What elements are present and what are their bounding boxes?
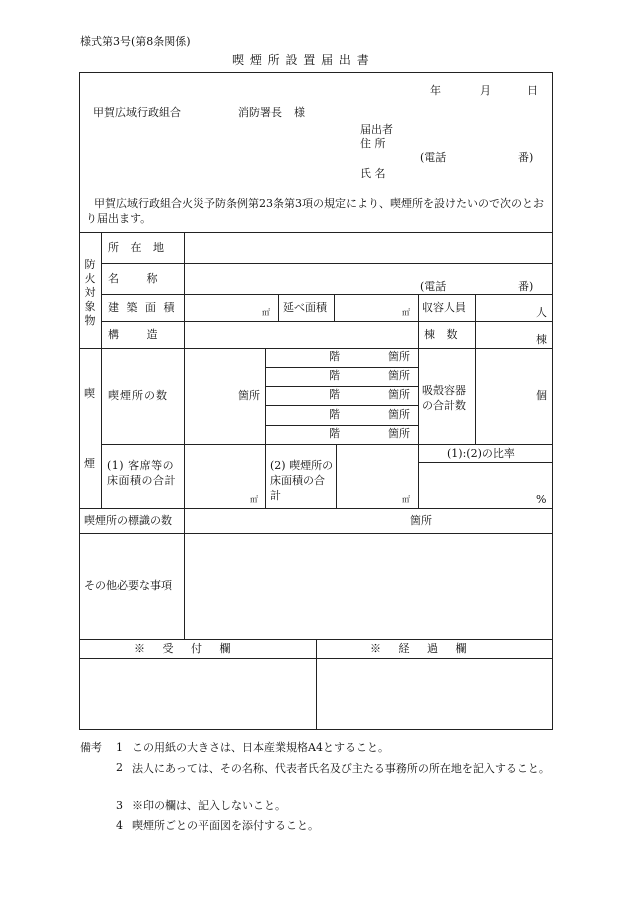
building-area-unit: ㎡	[262, 308, 270, 317]
building-count-unit: 棟	[536, 333, 547, 346]
structure-label: 構 造	[108, 328, 170, 341]
ratio-label: (1):(2)の比率	[447, 447, 515, 460]
floor-row-4-floor: 階	[329, 408, 340, 421]
target-phone-close: 番)	[518, 280, 534, 293]
date-year: 年	[430, 84, 441, 97]
smoking-count-unit: 箇所	[238, 389, 260, 402]
rule	[101, 263, 553, 264]
rule	[265, 348, 266, 508]
total-floor-label: 延べ面積	[283, 301, 327, 314]
date-month: 月	[480, 84, 491, 97]
note-2-num: 2	[116, 761, 123, 774]
rule	[418, 462, 553, 463]
applicant-phone-open: (電話	[420, 151, 447, 164]
sign-count-unit: 箇所	[410, 514, 432, 527]
seat-area-unit: ㎡	[250, 495, 258, 504]
smoking-area-unit: ㎡	[402, 495, 410, 504]
addressee-org: 甲賀広域行政組合	[93, 106, 181, 119]
rule	[475, 348, 476, 444]
addressee-title: 消防署長	[238, 106, 282, 119]
rule	[79, 232, 553, 233]
rule	[101, 444, 553, 445]
note-4-num: 4	[116, 819, 123, 832]
body-text: 甲賀広域行政組合火災予防条例第23条第3項の規定により、喫煙所を設けたいので次のとおり届出ます。	[86, 197, 544, 225]
note-2-text: 法人にあっては、その名称、代表者氏名及び主たる事務所の所在地を記入すること。	[132, 762, 550, 775]
note-1-num: 1	[116, 741, 123, 754]
rule	[265, 405, 418, 406]
rule	[265, 425, 418, 426]
target-group-label: 防火対象物	[84, 258, 96, 327]
floor-row-5-floor: 階	[329, 427, 340, 440]
applicant-label: 届出者	[360, 123, 393, 136]
rule	[184, 348, 185, 508]
rule	[79, 508, 553, 509]
applicant-phone-close: 番)	[518, 151, 534, 164]
smoking-group-label-1: 喫	[84, 387, 95, 400]
rule	[334, 294, 335, 321]
rule	[101, 321, 553, 322]
smoking-group-label-2: 煙	[84, 457, 95, 470]
rule	[316, 639, 317, 730]
form-number: 様式第3号(第8条関係)	[80, 35, 191, 48]
note-3-text: ※印の欄は、記入しないこと。	[132, 799, 286, 812]
rule	[475, 294, 476, 348]
progress-label: ※ 経 過 欄	[370, 642, 467, 655]
rule	[101, 232, 102, 348]
addressee-honorific: 様	[294, 106, 305, 119]
ashtray-label: 吸殻容器の合計数	[422, 384, 466, 412]
ratio-unit: %	[536, 493, 547, 506]
notes-heading: 備考	[80, 741, 102, 754]
floor-row-1-floor: 階	[329, 350, 340, 363]
note-1-text: この用紙の大きさは、日本産業規格A4とすること。	[132, 741, 389, 754]
floor-row-5-places: 箇所	[388, 427, 410, 440]
building-count-label: 棟 数	[424, 328, 462, 341]
rule	[265, 367, 418, 368]
total-floor-unit: ㎡	[402, 308, 410, 317]
seat-area-label: (1) 客席等の床面積の合計	[107, 459, 176, 487]
applicant-address-label: 住 所	[360, 137, 386, 150]
floor-row-4-places: 箇所	[388, 408, 410, 421]
reception-label: ※ 受 付 欄	[134, 642, 231, 655]
rule	[184, 232, 185, 348]
capacity-label: 収容人員	[422, 301, 466, 314]
smoking-count-label: 喫煙所の数	[108, 389, 168, 402]
rule	[79, 533, 553, 534]
rule	[418, 348, 419, 508]
rule	[101, 348, 102, 508]
building-area-label: 建 築 面 積	[108, 301, 177, 314]
rule	[418, 294, 419, 348]
capacity-unit: 人	[536, 306, 547, 319]
rule	[336, 444, 337, 508]
form-title: 喫 煙 所 設 置 届 出 書	[232, 53, 370, 67]
rule	[184, 508, 185, 639]
rule	[278, 294, 279, 321]
smoking-area-label: (2) 喫煙所の床面積の合計	[270, 459, 334, 502]
rule	[79, 348, 553, 349]
rule	[265, 386, 418, 387]
note-3-num: 3	[116, 799, 123, 812]
floor-row-3-floor: 階	[329, 388, 340, 401]
floor-row-3-places: 箇所	[388, 388, 410, 401]
applicant-name-label: 氏 名	[360, 167, 386, 180]
floor-row-1-places: 箇所	[388, 350, 410, 363]
target-phone-open: (電話	[420, 280, 447, 293]
rule	[101, 294, 553, 295]
ashtray-unit: 個	[536, 389, 547, 402]
floor-row-2-places: 箇所	[388, 369, 410, 382]
floor-row-2-floor: 階	[329, 369, 340, 382]
date-day: 日	[527, 84, 538, 97]
location-label: 所 在 地	[108, 241, 168, 254]
note-4-text: 喫煙所ごとの平面図を添付すること。	[132, 819, 319, 832]
other-label: その他必要な事項	[84, 579, 172, 592]
sign-count-label: 喫煙所の標識の数	[84, 514, 172, 527]
target-name-label: 名 称	[108, 272, 170, 285]
